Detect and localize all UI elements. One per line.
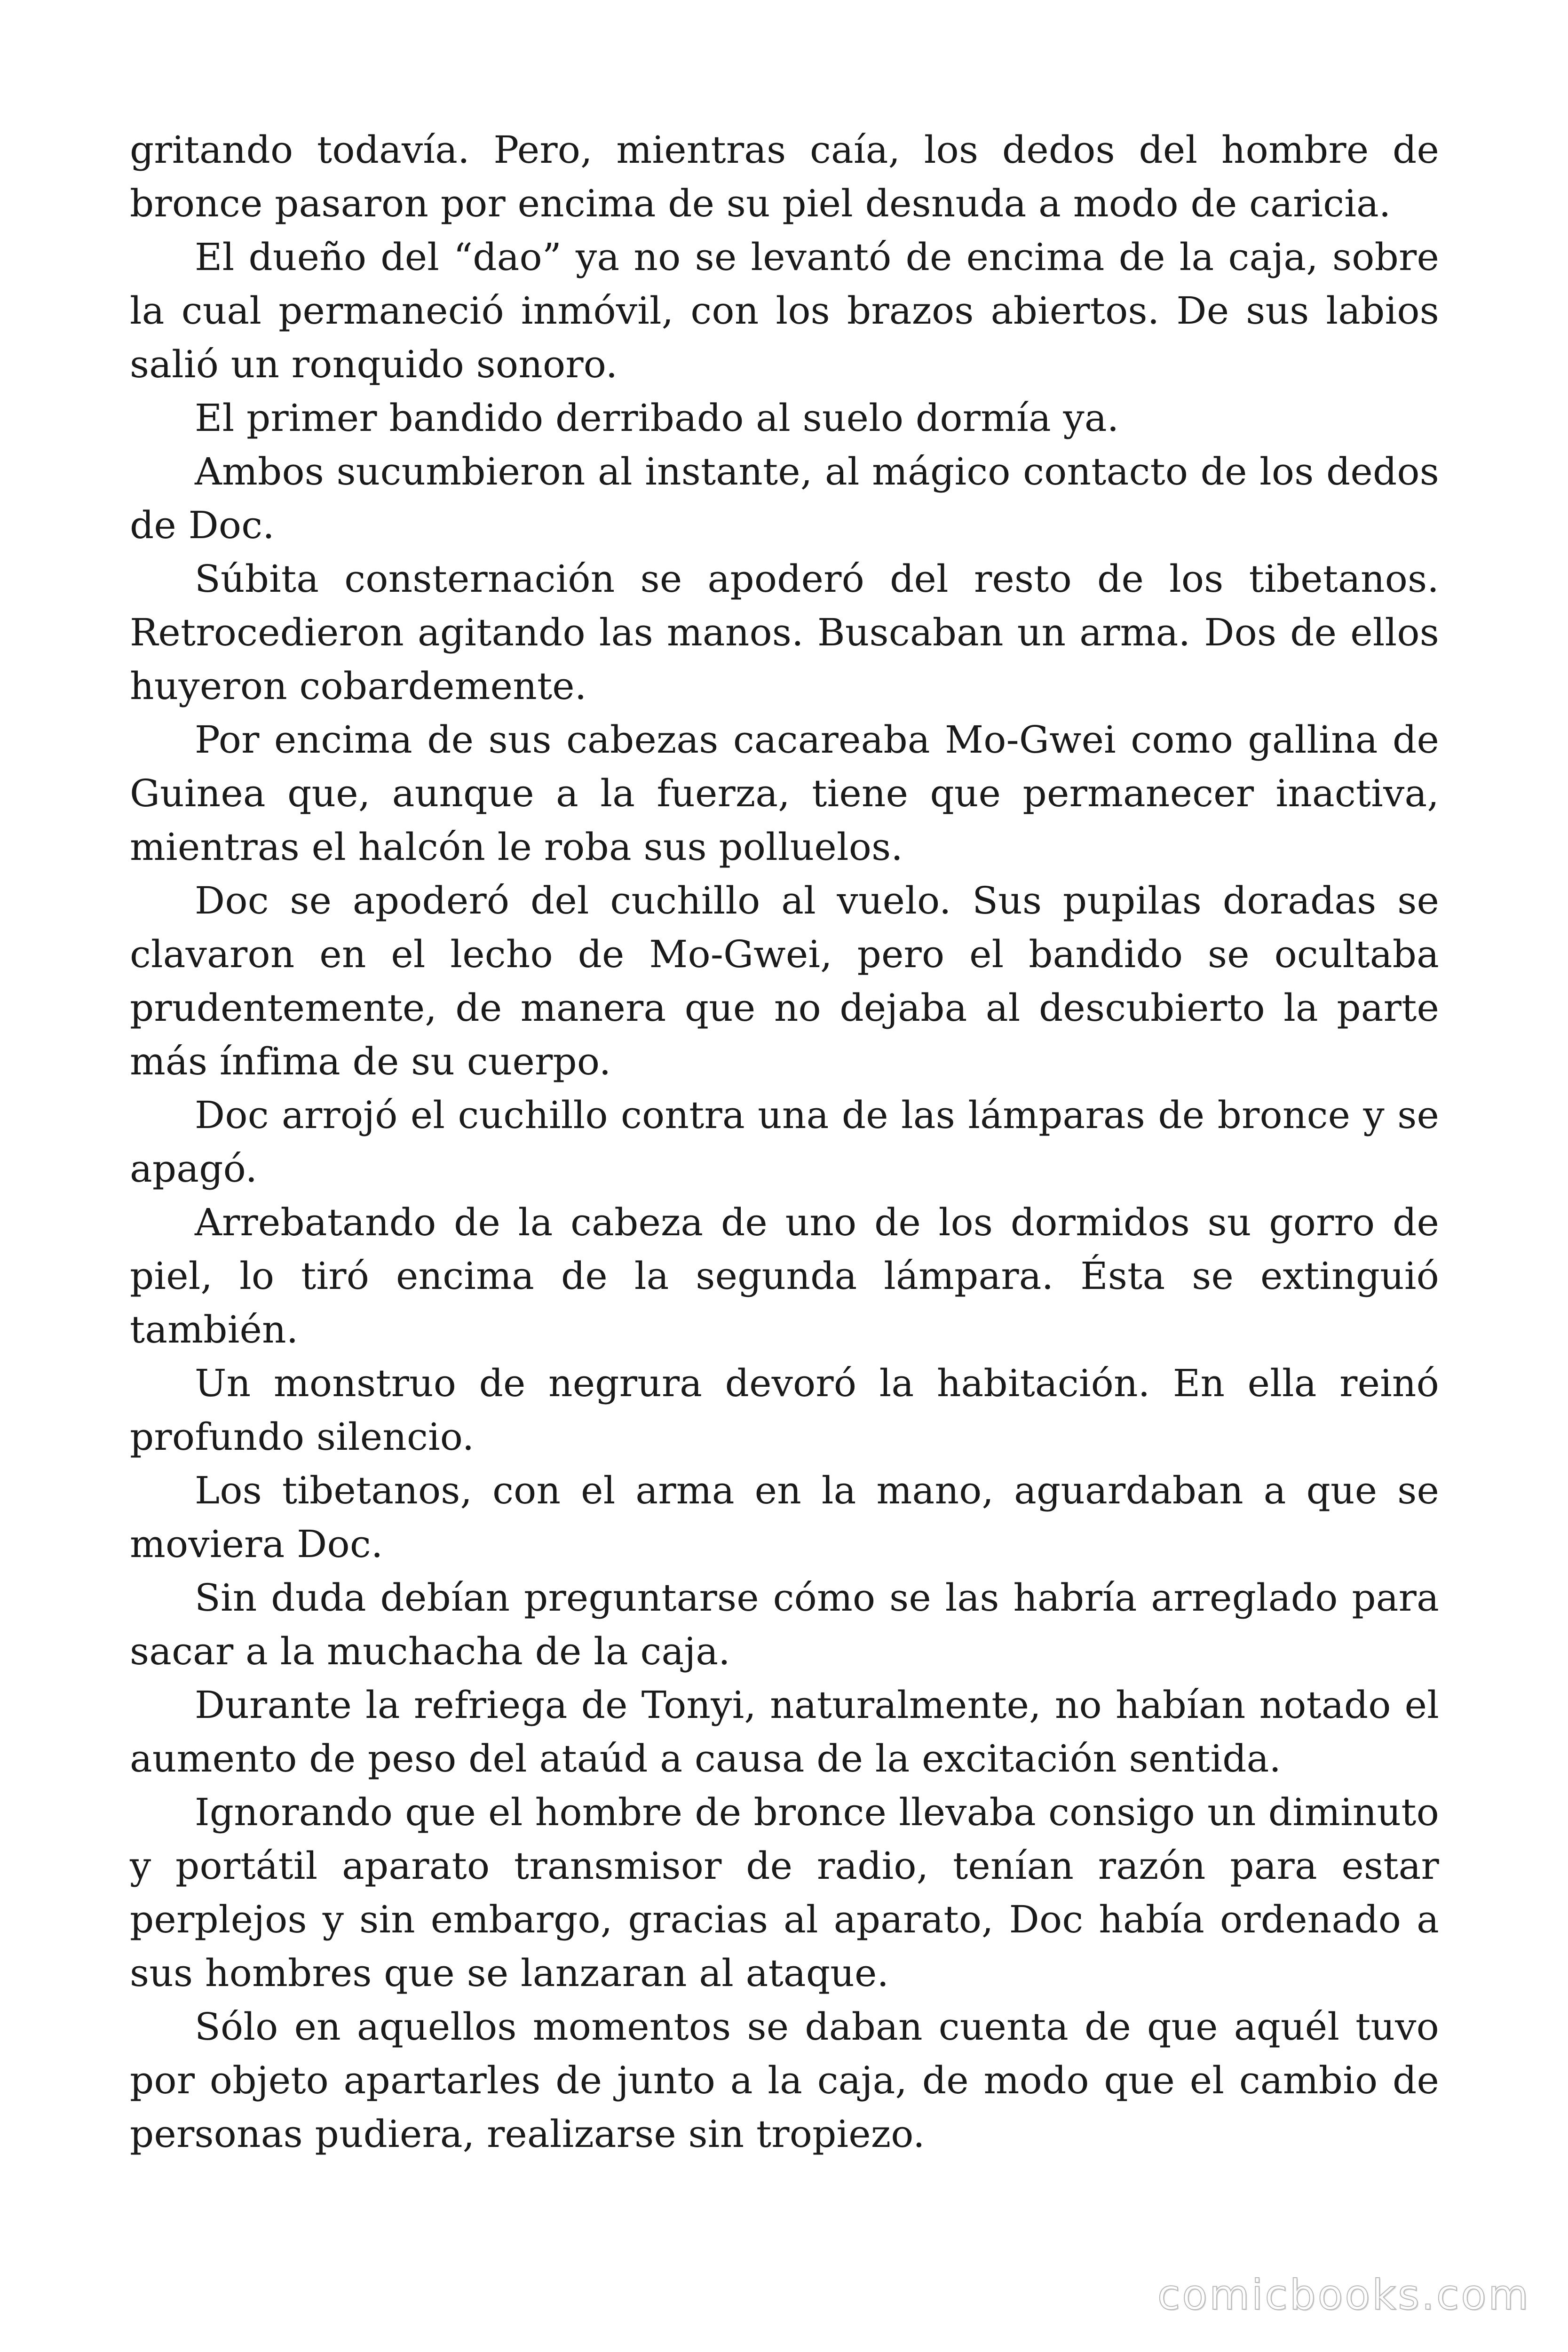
paragraph: Por encima de sus cabezas cacareaba Mo-Gwei como gallina de Guinea que, aunque a la fuerza, tiene que permanecer inactiva, mientras el halcón le roba sus polluelos. <box>130 718 1439 869</box>
paragraph: Doc arrojó el cuchillo contra una de las lámparas de bronce y se apagó. <box>130 1093 1439 1191</box>
paragraph: Los tibetanos, con el arma en la mano, aguardaban a que se moviera Doc. <box>130 1469 1439 1566</box>
paragraph: Ignorando que el hombre de bronce llevaba consigo un diminuto y portátil aparato transmisor de radio, tenían razón para estar perplejos y sin embargo, gracias al aparato, Doc había ordenado a sus hombres que se lanzaran al ataque. <box>130 1790 1439 1995</box>
paragraph: gritando todavía. Pero, mientras caía, los dedos del hombre de bronce pasaron por encima de su piel desnuda a modo de caricia. <box>130 128 1439 225</box>
paragraph: Ambos sucumbieron al instante, al mágico contacto de los dedos de Doc. <box>130 450 1439 547</box>
page-body-text <box>130 123 1439 2161</box>
paragraph: El dueño del “dao” ya no se levantó de encima de la caja, sobre la cual permaneció inmóvil, con los brazos abiertos. De sus labios salió un ronquido sonoro. <box>130 235 1439 386</box>
paragraph: Doc se apoderó del cuchillo al vuelo. Sus pupilas doradas se clavaron en el lecho de Mo-Gwei, pero el bandido se ocultaba prudentemente, de manera que no dejaba al descubierto la parte más ínfima de su cuerpo. <box>130 879 1439 1083</box>
paragraph: Sólo en aquellos momentos se daban cuenta de que aquél tuvo por objeto apartarles de junto a la caja, de modo que el cambio de personas pudiera, realizarse sin tropiezo. <box>130 2005 1439 2156</box>
paragraph: Un monstruo de negrura devoró la habitación. En ella reinó profundo silencio. <box>130 1361 1439 1459</box>
watermark: comicbooks.com <box>1157 2271 1530 2319</box>
paragraph: Arrebatando de la cabeza de uno de los dormidos su gorro de piel, lo tiró encima de la segunda lámpara. Ésta se extinguió también. <box>130 1200 1439 1351</box>
paragraph: Súbita consternación se apoderó del resto de los tibetanos. Retrocedieron agitando las manos. Buscaban un arma. Dos de ellos huyeron cobardemente. <box>130 557 1439 708</box>
paragraph: Sin duda debían preguntarse cómo se las habría arreglado para sacar a la muchacha de la caja. <box>130 1576 1439 1673</box>
paragraph: El primer bandido derribado al suelo dormía ya. <box>195 396 1119 440</box>
paragraph: Durante la refriega de Tonyi, naturalmente, no habían notado el aumento de peso del ataúd a causa de la excitación sentida. <box>130 1683 1439 1780</box>
